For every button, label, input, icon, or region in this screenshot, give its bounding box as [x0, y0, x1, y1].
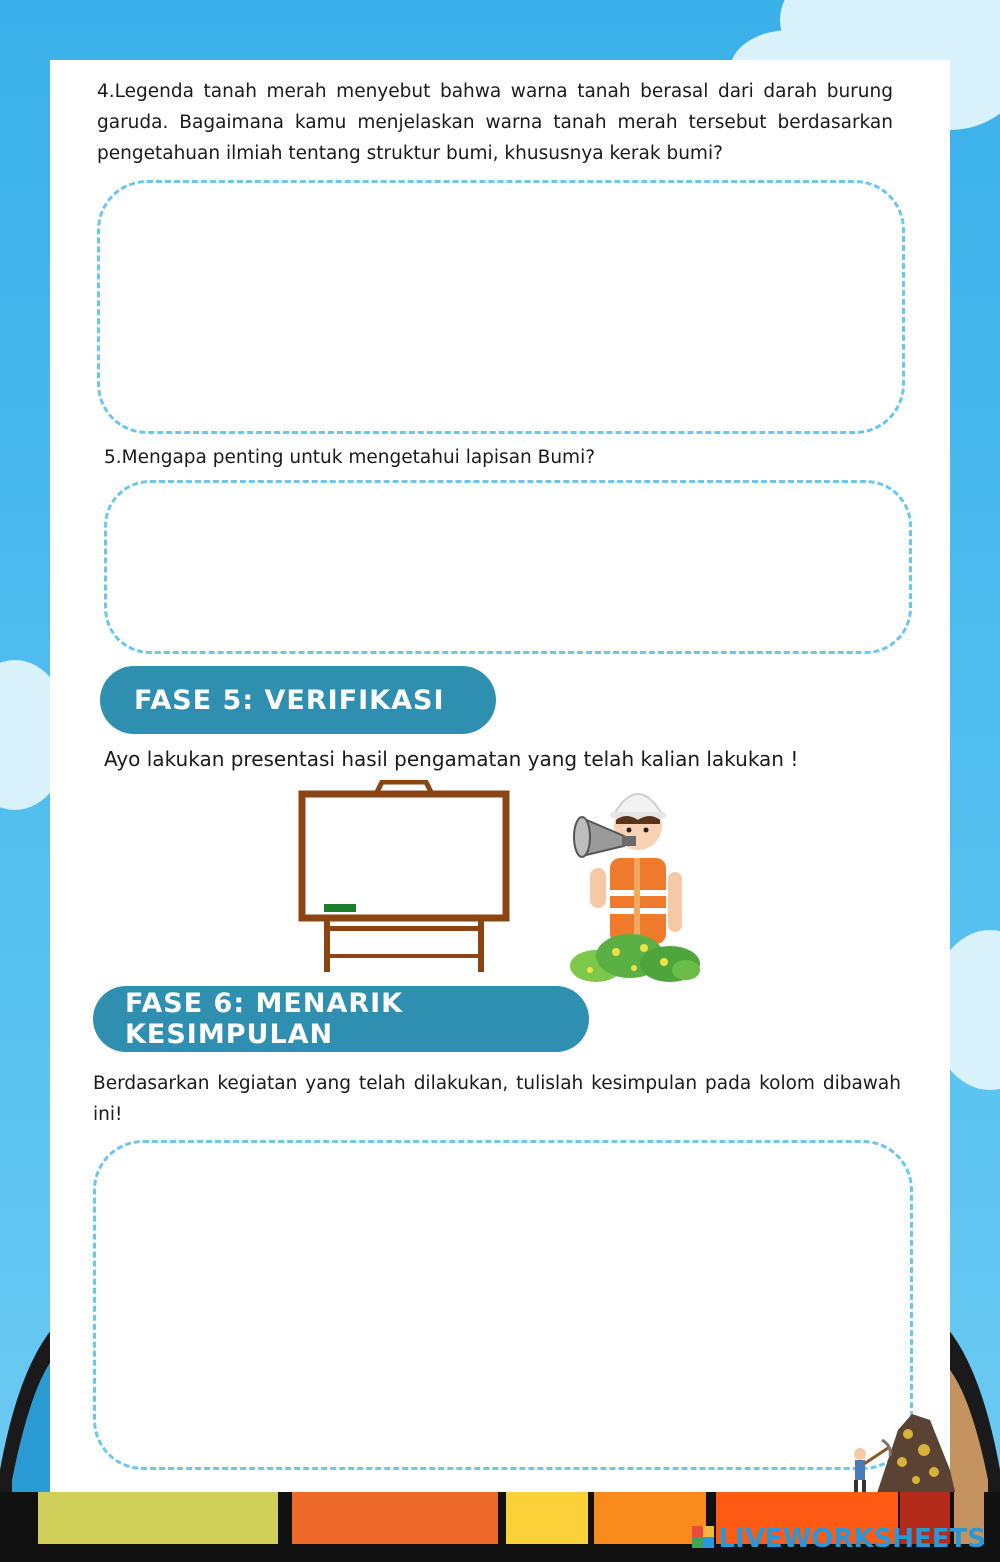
question-5-text: 5.Mengapa penting untuk mengetahui lapisan Bumi? [104, 447, 596, 468]
liveworksheets-brand[interactable]: LIVEWORKSHEETS [718, 1524, 986, 1554]
phase-5-title: FASE 5: VERIFIKASI [134, 684, 445, 716]
phase-5-banner [100, 666, 496, 734]
miner-rock-illustration [846, 1410, 956, 1496]
question-5-answer-box[interactable] [104, 480, 912, 654]
whiteboard-illustration [296, 780, 512, 976]
conclusion-answer-box[interactable] [93, 1140, 913, 1470]
phase-5-instruction: Ayo lakukan presentasi hasil pengamatan yang telah kalian lakukan ! [104, 747, 799, 771]
question-4-text: 4.Legenda tanah merah menyebut bahwa warna tanah berasal dari darah burung garuda. Bagaimana kamu menjelaskan warna tanah merah tersebut berdasarkan pengetahuan ilmiah tentang struktur bumi, khususnya kerak bumi? [97, 81, 893, 164]
question-4-answer-box[interactable] [97, 180, 905, 434]
phase-6-banner [93, 986, 589, 1052]
phase-6-title: FASE 6: MENARIK KESIMPULAN [125, 988, 404, 1050]
phase-6-instruction: Berdasarkan kegiatan yang telah dilakukan, tulislah kesimpulan pada kolom dibawah ini! [93, 1073, 901, 1125]
worker-megaphone-illustration [566, 780, 702, 984]
liveworksheets-logo-icon [692, 1526, 714, 1548]
